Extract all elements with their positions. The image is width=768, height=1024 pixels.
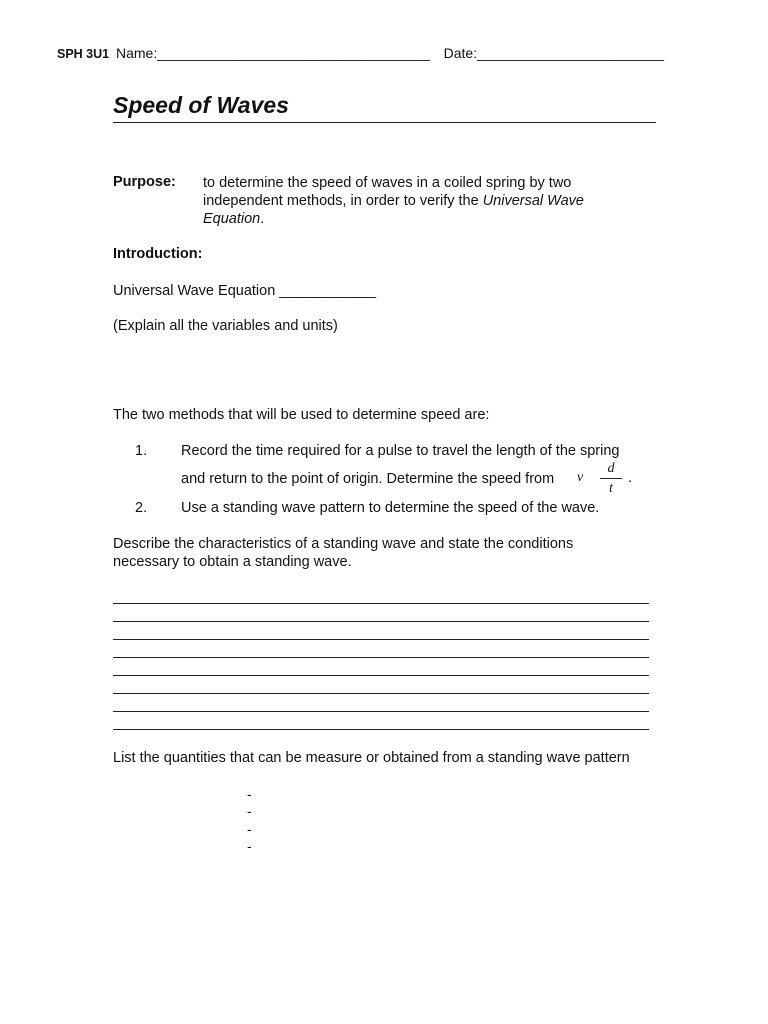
course-code: SPH 3U1 (57, 47, 110, 61)
method-number: 1. (135, 443, 148, 459)
describe-prompt: Describe the characteristics of a standing wave and state the conditions necessary to obtain a standing wave. (113, 536, 574, 570)
formula-period: . (628, 470, 633, 486)
formula-fraction (600, 461, 622, 496)
purpose-text-italic: Universal Wave Equation (203, 193, 584, 227)
method-1-line-1: Record the time required for a pulse to travel the length of the spring (181, 443, 620, 459)
purpose-text (203, 174, 643, 228)
explain-variables: (Explain all the variables and units) (113, 318, 338, 334)
answer-line (113, 657, 649, 658)
methods-intro: The two methods that will be used to determine speed are: (113, 407, 490, 423)
formula-numerator: d (607, 461, 615, 476)
equation-line: Universal Wave Equation ____________ (113, 283, 377, 299)
purpose-text-end: . (260, 211, 265, 227)
formula-v: v (577, 470, 584, 485)
answer-line (113, 693, 649, 694)
answer-line (113, 729, 649, 730)
list-dash: - (247, 786, 252, 802)
answer-line (113, 675, 649, 676)
fraction-bar (600, 478, 622, 479)
answer-line (113, 639, 649, 640)
list-prompt: List the quantities that can be measure or obtained from a standing wave pattern (113, 750, 630, 766)
date-field: Date:________________________ (443, 45, 664, 61)
list-dash: - (247, 803, 252, 819)
answer-line (113, 711, 649, 712)
header (57, 45, 664, 61)
formula-denominator: t (609, 481, 613, 496)
method-number: 2. (135, 500, 148, 516)
list-dash: - (247, 821, 252, 837)
method-1-line-2: and return to the point of origin. Determine the speed from (181, 471, 555, 487)
purpose-text-main: to determine the speed of waves in a coiled spring by two independent methods, in order to verify the (203, 175, 572, 209)
purpose-label: Purpose: (113, 174, 176, 190)
introduction-heading: Introduction: (113, 246, 203, 262)
list-dash: - (247, 838, 252, 854)
answer-line (113, 603, 649, 604)
page-title: Speed of Waves (113, 92, 656, 123)
answer-line (113, 621, 649, 622)
method-2-line-1: Use a standing wave pattern to determine the speed of the wave. (181, 500, 600, 516)
name-field: Name:___________________________________ (116, 45, 430, 61)
